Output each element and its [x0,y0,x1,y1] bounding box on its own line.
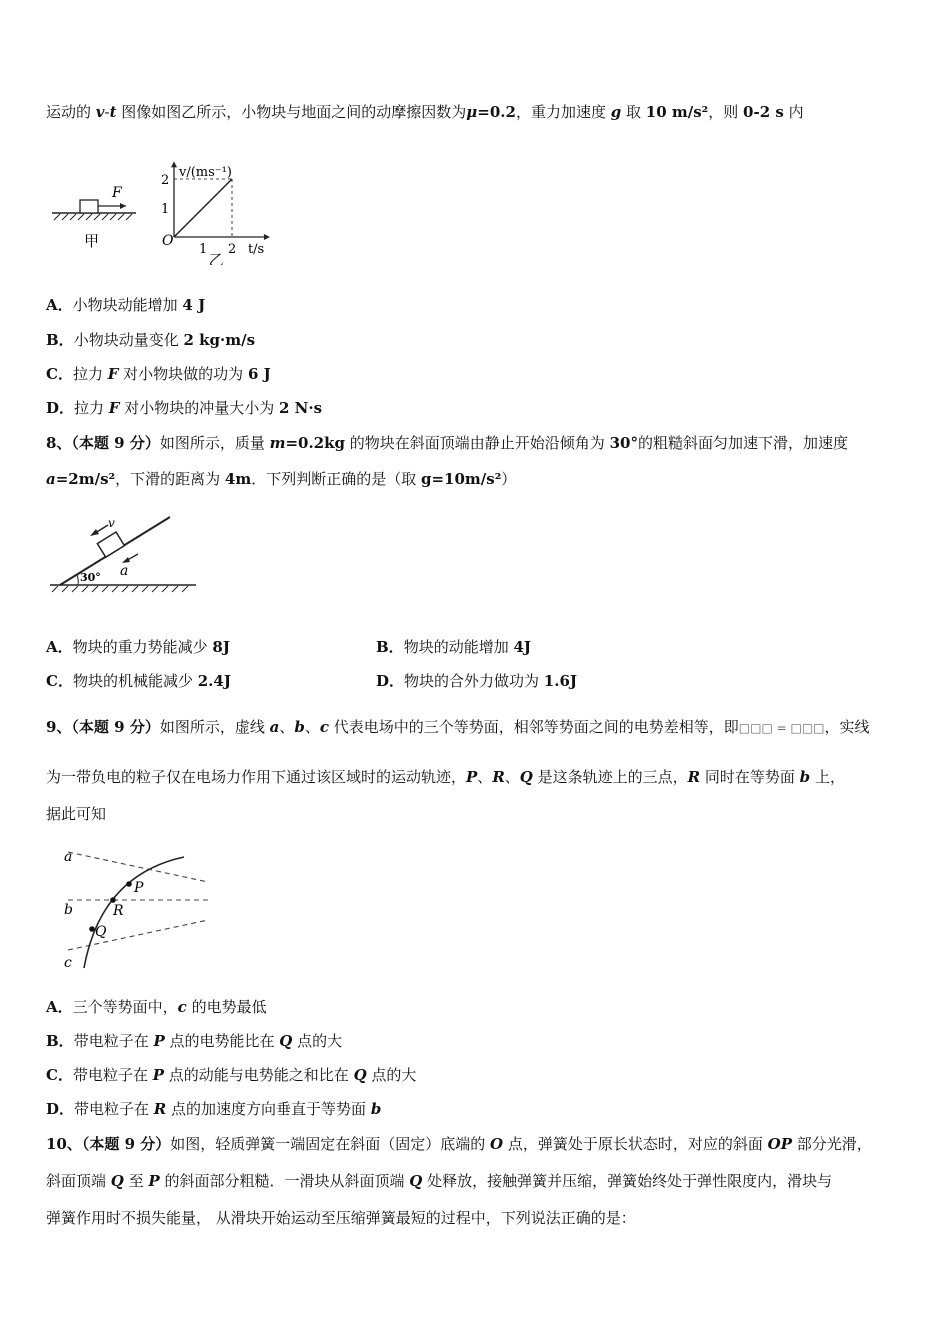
text-run: Q [519,768,533,786]
q9-equipotential-figure [46,840,211,975]
text-run: 的斜面部分粗糙．一滑块从斜面顶端 [159,1172,410,1190]
text-run: 点，弹簧处于原长状态时，对应的斜面 [503,1135,768,1153]
text-run: 4 J [182,296,206,314]
text-run: B． [46,1032,74,1050]
text-run: 物块的机械能减少 [72,672,198,690]
text-run: A． [46,296,73,314]
q10-line3 [46,1208,636,1228]
text-run: 4m [224,470,252,488]
q7-option-c[interactable] [46,364,271,384]
text-run: 如图所示，质量 [159,434,270,452]
text-run: 如图所示，虚线 [159,718,270,736]
text-run: A． [46,998,73,1016]
text-run: C． [46,365,73,383]
text-run: 是这条轨迹上的三点， [532,768,688,786]
text-run: 图像如图乙所示，小物块与地面之间的动摩擦因数为 [116,103,467,121]
x-axis-label: t/s [247,242,265,257]
text-run: 拉力 [72,365,108,383]
q10-line1 [46,1134,872,1154]
q8-option-a[interactable] [46,637,230,657]
label-c: c [64,955,72,971]
text-run: ，则 [708,103,744,121]
text-run: 至 [123,1172,149,1190]
point-r [110,897,116,903]
text-run: 10、（本题 9 分） [46,1135,171,1153]
text-run: 的物块在斜面顶端由静止开始沿倾角为 [345,434,610,452]
q9-option-b[interactable] [46,1031,342,1051]
text-run: 同时在等势面 [700,768,800,786]
text-run: 部分光滑， [792,1135,872,1153]
q7-option-a[interactable] [46,295,205,315]
text-run: ．下列判断正确的是（取 [251,470,421,488]
text-run: c [319,718,330,736]
text-run: a [46,470,56,488]
label-r: R [113,903,124,919]
text-run: m [269,434,286,452]
label-q: Q [95,924,107,940]
point-p [126,881,132,887]
text-run: 、 [279,718,295,736]
text-run: 点的大 [366,1066,417,1084]
q8-option-b[interactable] [376,637,531,657]
text-run: P [152,1066,165,1084]
acceleration-label: a [120,563,129,579]
equipotential-a [68,852,208,882]
text-run: P [466,768,478,786]
velocity-label: v [108,516,115,530]
q9-option-d[interactable] [46,1099,381,1119]
text-run: 如图，轻质弹簧一端固定在斜面（固定）底端的 [170,1135,491,1153]
text-run: 30° [609,434,638,452]
text-run: ，重力加速度 [515,103,611,121]
text-run: =2m/s² [55,470,116,488]
text-run: 8J [212,638,230,656]
label-a: a [64,849,73,865]
text-run: 点的大 [292,1032,343,1050]
text-run: 物块的重力势能减少 [72,638,213,656]
q8-line2 [46,469,516,489]
text-run: 2 N·s [279,399,323,417]
text-run: A． [46,638,73,656]
text-run: 、 [504,768,520,786]
jia-label: 甲 [84,232,100,250]
text-run: 9、（本题 9 分） [46,718,160,736]
text-run: 4J [513,638,532,656]
text-run: 运动的 [46,103,96,121]
text-run: 的粗糙斜面匀加速下滑，加速度 [637,434,848,452]
force-label: F [112,185,122,201]
text-run: g [610,103,622,121]
text-run: 带电粒子在 [74,1100,154,1118]
text-run: c [177,998,187,1016]
text-run: 点的电势能比在 [164,1032,280,1050]
y-tick-label: 2 [161,173,170,188]
text-run: ，下滑的距离为 [115,470,225,488]
q9-line1 [46,717,870,738]
point-q [89,926,95,932]
text-run: t [109,103,117,121]
q9-line2 [46,767,845,787]
q9-option-a[interactable] [46,997,267,1017]
text-run: 点的动能与电势能之和比在 [164,1066,354,1084]
text-run: 上， [810,768,845,786]
text-run: P [153,1032,165,1050]
text-run: 0-2 s [743,103,784,121]
q7-option-b[interactable] [46,330,255,350]
text-run: a [269,718,280,736]
y-axis-label: v/(ms⁻¹) [179,165,232,181]
q10-line2 [46,1171,832,1191]
text-run: 6 J [247,365,271,383]
text-run: 带电粒子在 [72,1066,153,1084]
text-run: 1.6J [543,672,577,690]
q7-intro [46,102,804,122]
text-run: R [492,768,505,786]
angle-label: 30° [80,571,101,584]
text-run: 物块的动能增加 [403,638,514,656]
text-run: 小物块动能增加 [72,296,183,314]
origin-label: O [162,233,174,249]
q7-option-d[interactable] [46,398,322,418]
text-run: 物块的合外力做功为 [404,672,544,690]
q8-option-c[interactable] [46,671,231,691]
q7-figure [46,140,276,265]
text-run: 内 [783,103,804,121]
q9-option-c[interactable] [46,1065,416,1085]
text-run: 10 m/s² [645,103,709,121]
text-run: 处释放，接触弹簧并压缩，弹簧始终处于弹性限度内，滑块与 [422,1172,833,1190]
text-run: Q [279,1032,293,1050]
text-run: 带电粒子在 [73,1032,154,1050]
text-run: 、 [477,768,493,786]
text-run: R [153,1100,167,1118]
text-run: 点的加速度方向垂直于等势面 [166,1100,371,1118]
text-run: C． [46,672,73,690]
text-run: Q [409,1172,423,1190]
text-run: 8、（本题 9 分） [46,434,160,452]
text-run: - [104,103,110,121]
x-tick-label: 1 [199,242,208,257]
text-run: OP [767,1135,793,1153]
text-run: B． [46,331,74,349]
text-run: D． [376,672,405,690]
label-p: P [134,880,144,896]
q8-line1 [46,433,848,453]
text-run: ，实线 [824,718,870,736]
formula-placeholder: □□□ = □□□ [738,721,825,735]
text-run: =0.2kg [285,434,346,452]
text-run: 据此可知 [46,805,107,823]
q9-line3 [46,804,106,824]
text-run: v [95,103,105,121]
text-run: D． [46,1100,75,1118]
block-shape [80,200,98,213]
text-run: 的电势最低 [186,998,267,1016]
q8-incline-figure [46,505,201,600]
text-run: R [687,768,701,786]
text-run: 取 [621,103,646,121]
text-run: 2.4J [197,672,231,690]
text-run: 拉力 [74,399,109,417]
text-run: 弹簧作用时不损失能量， 从滑块开始运动至压缩弹簧最短的过程中，下列说法正确的是： [46,1209,636,1227]
y-axis-arrow [171,161,177,167]
x-tick-label: 2 [228,242,237,257]
text-run: b [799,768,811,786]
text-run: =0.2 [477,103,516,121]
text-run: P [148,1172,160,1190]
text-run: F [108,399,120,417]
series-line [174,179,232,237]
text-run: O [490,1135,504,1153]
text-run: 为一带负电的粒子仅在电场力作用下通过该区域时的运动轨迹， [46,768,467,786]
text-run: ） [501,470,517,488]
text-run: 对小物块做的功为 [118,365,248,383]
q8-option-d[interactable] [376,671,577,691]
text-run: μ [466,103,478,121]
text-run: Q [110,1172,124,1190]
text-run: Q [353,1066,367,1084]
x-axis-arrow [264,234,270,240]
text-run: 2 kg·m/s [183,331,256,349]
text-run: 斜面顶端 [46,1172,111,1190]
text-run: D． [46,399,75,417]
text-run: b [294,718,305,736]
text-run: 、 [304,718,320,736]
text-run: F [107,365,119,383]
text-run: B． [376,638,404,656]
graph-caption: 乙 [208,251,224,265]
text-run: g=10m/s² [420,470,502,488]
text-run: C． [46,1066,73,1084]
text-run: 对小物块的冲量大小为 [119,399,279,417]
text-run: 三个等势面中， [72,998,178,1016]
text-run: 代表电场中的三个等势面，相邻等势面之间的电势差相等，即 [329,718,739,736]
text-run: b [370,1100,382,1118]
y-tick-label: 1 [161,202,170,217]
text-run: 小物块动量变化 [73,331,184,349]
block-shape [97,532,124,557]
label-b: b [64,902,73,918]
vt-graph [161,161,270,265]
